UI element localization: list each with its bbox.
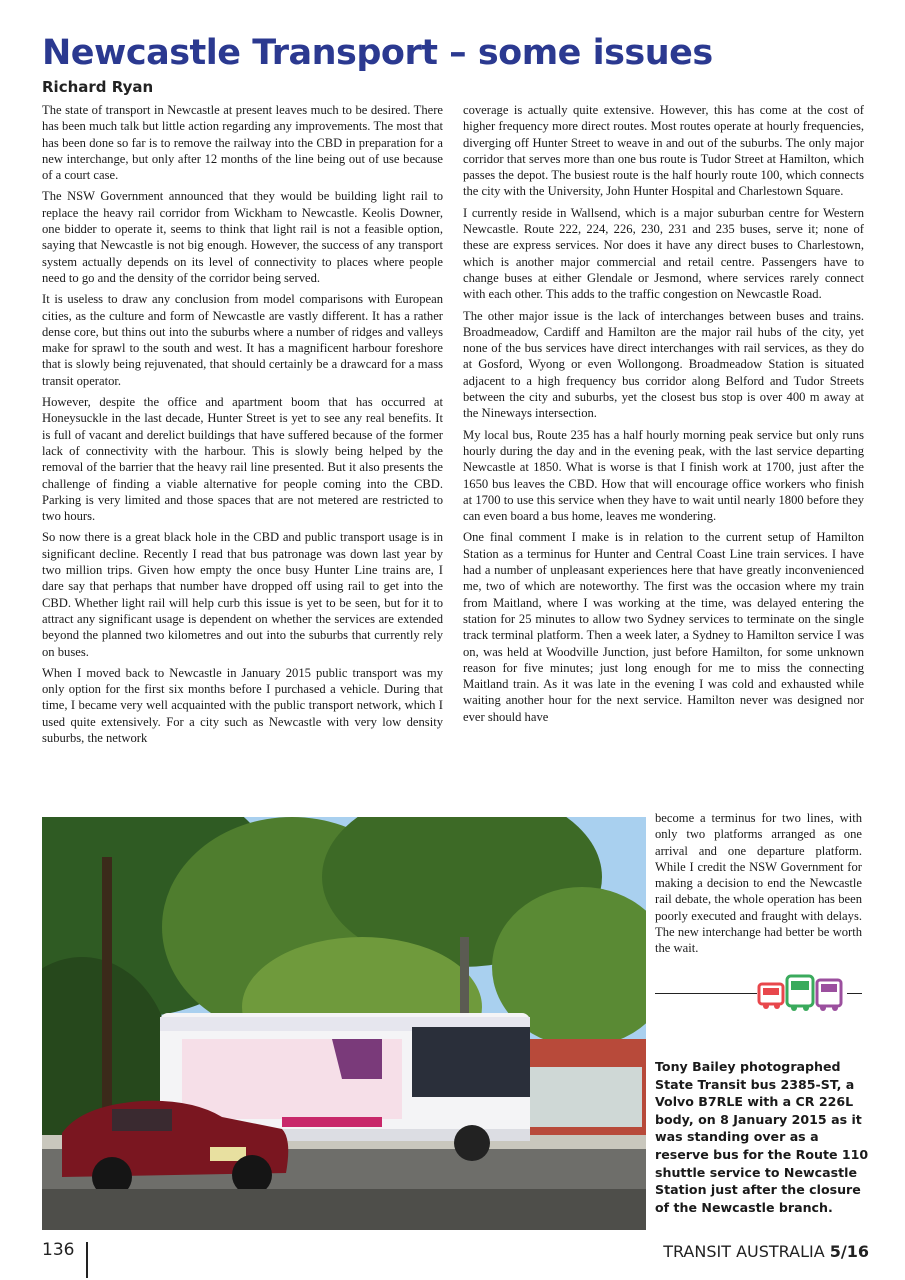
paragraph: It is useless to draw any conclusion from model comparisons with European cities, as the culture and form of Newcastle are vastly different. It has a rather dense core, but thins out into the suburbs where a number of ridges and valleys make for sprawl to the south and west. It has a magnificent harbour foreshore that is slowly being rejuvenated, that should certainly be a drawcard for a mass transit operator.: [42, 292, 443, 388]
page-number: 136: [42, 1240, 75, 1260]
magazine-name: TRANSIT AUSTRALIA: [663, 1242, 825, 1261]
footer-divider: [86, 1242, 88, 1278]
transport-logo-icon: [757, 972, 847, 1012]
paragraph: However, despite the office and apartment boom that has occurred at Honeysuckle in the last decade, Hunter Street is yet to see any real benefits. It is full of vacant and derelict buildings that have suffered because of the former lack of connectivity with the harbour. This is slowly being helped by the removal of the barrier that the heavy rail line presented. But it also presents the challenge of finding a viable alternative for people coming into the CBD. Parking is very limited and those spaces that are not metered are restricted to two hours.: [42, 395, 443, 524]
paragraph: My local bus, Route 235 has a half hourly morning peak service but only runs hourly during the day and in the evening peak, with the last service departing Newcastle at 1850. What is worse is that I finish work at 1700, just after the 1650 bus leaves the CBD. How that will encourage office workers who finish at 1700 to use this service when they have to wait until nearly 1800 before they can even board a bus home, leaves me wondering.: [463, 427, 864, 524]
bus-photo-illustration: [42, 817, 646, 1230]
magazine-footer: [663, 1242, 869, 1261]
paragraph: When I moved back to Newcastle in January 2015 public transport was my only option for the first six months before I purchased a vehicle. During that time, I became very well acquainted with the public transport network, which I used quite extensively. For a city such as Newcastle with very low density suburbs, the network: [42, 665, 443, 745]
issue-number: 5/16: [829, 1242, 869, 1261]
article-continuation: become a terminus for two lines, with only two platforms arranged as one arrival and one departure platform. While I credit the NSW Government for making a decision to end the Newcastle rail debate, the whole operation has been poorly executed and fraught with delays. The new interchange had better be worth the wait.: [655, 811, 862, 956]
bus-photo: [42, 817, 646, 1230]
paragraph: The NSW Government announced that they would be building light rail to replace the heavy rail corridor from Wickham to Newcastle. Keolis Downer, one bidder to operate it, seems to think that light rail is not a feasible option, saying that Newcastle is not big enough. However, the success of any transport system actually depends on its level of connectivity to places where people need to go and the density of the corridor being served.: [42, 189, 443, 285]
paragraph: coverage is actually quite extensive. However, this has come at the cost of higher frequency more direct routes. Most routes operate at hourly frequencies, diverging off Hunter Street to weave in and out of the suburbs. The only major corridor that serves more than one bus route is Tudor Street at Hamilton, which passes the depot. The busiest route is the half hourly route 100, which connects the city with the University, John Hunter Hospital and Charlestown Square.: [463, 103, 864, 199]
paragraph: So now there is a great black hole in the CBD and public transport usage is in significant decline. Recently I read that bus patronage was down last year by two million trips. Given how empty the once busy Hunter Line trains are, I dare say that perhaps that number have dropped off using rail to get into the CBD. Whether light rail will help curb this issue is yet to be seen, but for it to attract any significant usage is dependent on whether the services are extended beyond the planned two kilometres and out into the suburbs that currently rely on buses.: [42, 530, 443, 659]
paragraph: The other major issue is the lack of interchanges between buses and trains. Broadmeadow, Cardiff and Hamilton are the major rail hubs of the city, yet none of the bus services have direct interchanges with rail services, as they do at Gosford, Wyong or even Wollongong. Broadmeadow Station is situated adjacent to a high frequency bus corridor along Belford and Tudor Streets between the city and suburbs, yet the closest bus stop is over 400 m away at the Nineways intersection.: [463, 308, 864, 421]
paragraph: The state of transport in Newcastle at present leaves much to be desired. There has been much talk but little action regarding any improvements. The most that has been done so far is to remove the railway into the CBD in preparation for a new interchange, but only after 12 months of the line being out of use because of a court case.: [42, 103, 443, 183]
photo-caption: Tony Bailey photographed State Transit bus 2385-ST, a Volvo B7RLE with a CR 226L body, on 8 January 2015 as it was standing over as a reserve bus for the Route 110 shuttle service to Newcastle Station just after the closure of the Newcastle branch.: [655, 1059, 869, 1215]
divider-rule-left: [655, 993, 757, 994]
left-column: [42, 102, 443, 751]
article-author: Richard Ryan: [42, 78, 154, 96]
paragraph: I currently reside in Wallsend, which is a major suburban centre for Western Newcastle. Route 222, 224, 226, 230, 231 and 235 buses, serve it; none of these are express services. Nor does it have any direct buses to Charlestown, which is another major commercial and retail centre. Passengers have to change buses at either Glendale or Jesmond, where services rarely connect with each other. This adds to the traffic congestion on Newcastle Road.: [463, 205, 864, 302]
right-column: [463, 102, 864, 730]
article-title: Newcastle Transport – some issues: [42, 33, 713, 73]
paragraph: One final comment I make is in relation to the current setup of Hamilton Station as a terminus for Hunter and Central Coast Line train services. I have had a number of unpleasant experiences here that have greatly inconvenienced me, two of which are noteworthy. The first was the occasion where my train from Maitland, where I was working at the time, was delayed entering the station for 25 minutes to allow two Sydney services to terminate on the single track terminal platform. Then a week later, a Sydney to Hamilton service I was on, was held at Woodville Junction, just before Hamilton, for some unknown reason for five minutes; just long enough for me to miss the connecting Maitland train. As it was late in the evening I was cold and exhausted while waiting another hour for the next service. Hamilton never was designed nor ever should have: [463, 530, 864, 724]
divider-rule-right: [847, 993, 862, 994]
